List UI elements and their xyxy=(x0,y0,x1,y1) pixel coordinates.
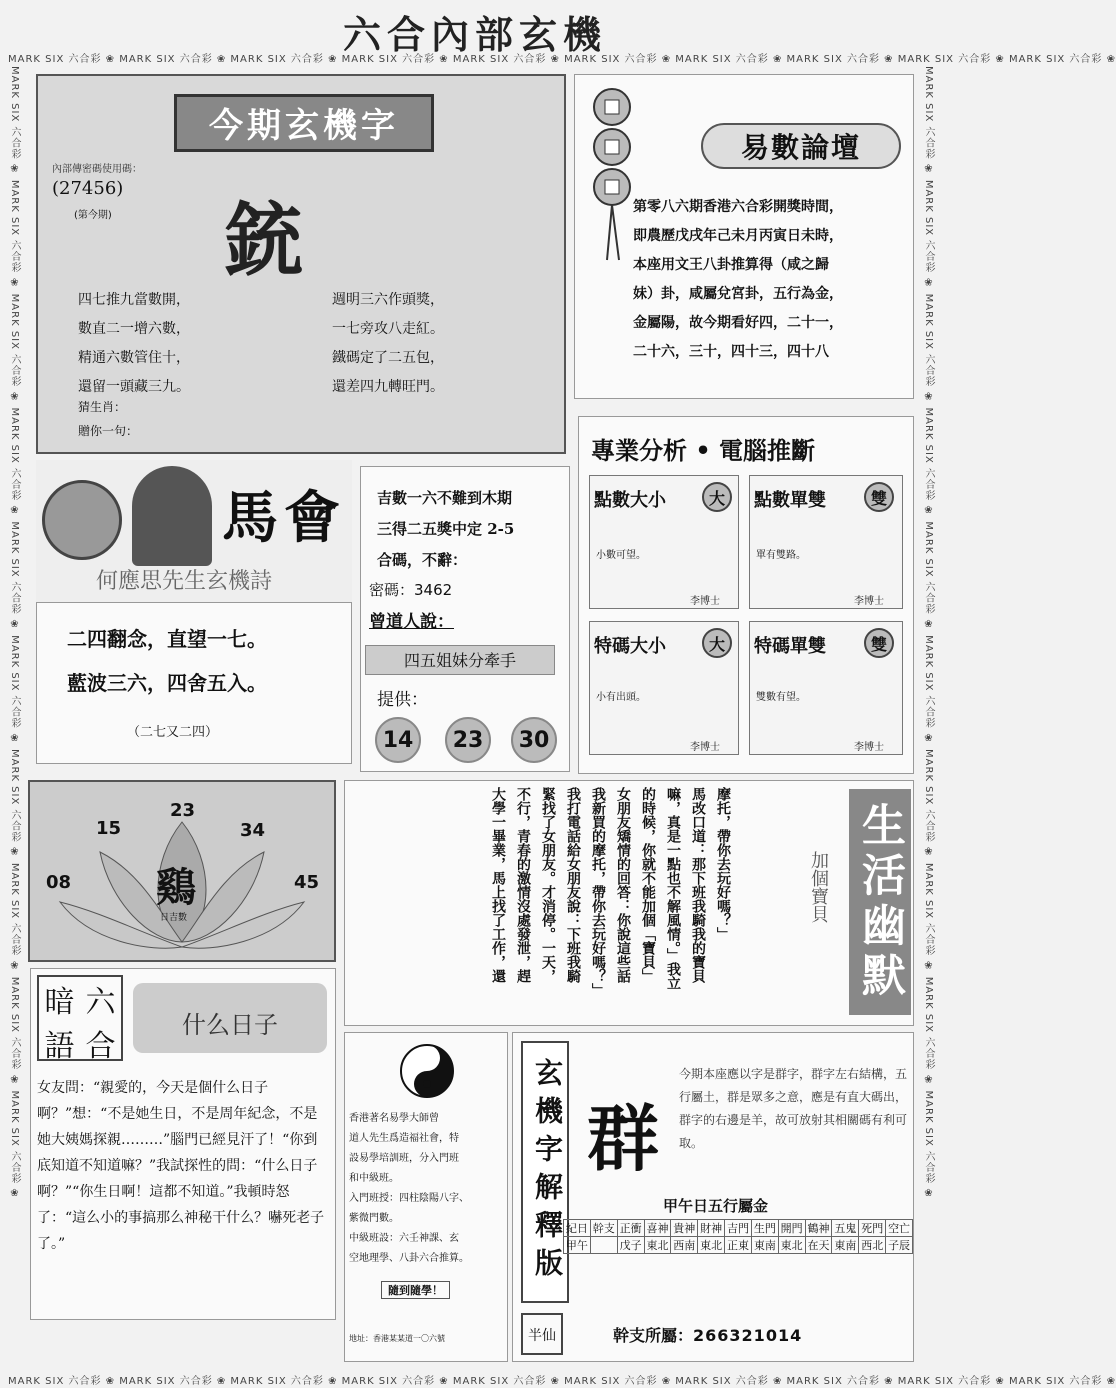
table-cell: 吉門 xyxy=(725,1220,752,1237)
lotus-number: 08 xyxy=(46,872,72,893)
page-title: 六合內部玄機 xyxy=(342,12,607,57)
table-cell: 空亡 xyxy=(886,1220,913,1237)
mahui-line2: 藍波三六，四舍五入。 xyxy=(67,671,267,695)
box-badge: 雙 xyxy=(864,628,894,658)
box-badge: 大 xyxy=(702,628,732,658)
box-text: 小有出頭。 xyxy=(596,692,646,703)
mima xyxy=(369,579,452,600)
jishu-lines xyxy=(377,483,514,576)
yishu-line: 第零八六期香港六合彩開獎時間， xyxy=(633,199,843,215)
table-cell: 甲午 xyxy=(564,1237,591,1254)
humor-col: 不行，青春的激情沒處發泄，趕 xyxy=(515,787,531,983)
poem-line: 數直二一增六數， xyxy=(78,321,190,337)
table-cell: 正東 xyxy=(725,1237,752,1254)
mahui-line1: 二四翻念，直望一七。 xyxy=(67,627,267,651)
badge-char: 暗 xyxy=(44,985,75,1020)
box-badge: 大 xyxy=(702,482,732,512)
poem-line: 還留一頭藏三九。 xyxy=(78,379,190,395)
master-cta: 隨到隨學！ xyxy=(381,1281,450,1299)
anyu-panel xyxy=(30,968,336,1320)
mahui-header-area xyxy=(36,460,352,602)
humor-side-note: 加個寶貝 xyxy=(808,851,829,923)
mahui-note: （二七又二四） xyxy=(127,725,219,740)
phrase-box: 四五姐妹分牽手 xyxy=(365,645,555,675)
jiedu-footer xyxy=(613,1323,802,1346)
table-cell: 東北 xyxy=(644,1237,671,1254)
yishu-line: 本座用文王八卦推算得（咸之歸 xyxy=(633,257,829,273)
poem-left xyxy=(78,286,190,402)
bottom-border-strip: MARK SIX 六合彩 ❀ MARK SIX 六合彩 ❀ MARK SIX 六合彩 ❀ MARK SIX 六合彩 ❀ MARK SIX 六合彩 ❀ MARK SIX 六合彩 ❀ MARK SIX 六合彩 ❀ MARK SIX 六合彩 ❀ MARK SIX 六合彩 ❀ MARK SIX 六合彩 ❀ xyxy=(8,1376,1116,1387)
yishu-line: 二十六，三十，四十三，四十八 xyxy=(633,344,829,360)
lotus-number: 45 xyxy=(294,872,320,893)
jiedu-text: 今期本座應以字是群字，群字左右結構，五行屬土，群是眾多之意，應是有直大碼出，群字的右邊是羊，故可放射其相關碼有利可取。 xyxy=(679,1067,908,1150)
table-cell: 開門 xyxy=(778,1220,805,1237)
poem-line: 週明三六作頭獎， xyxy=(332,292,444,308)
jishu-line: 吉數一六不難到木期 xyxy=(377,489,513,507)
yishu-text xyxy=(633,193,903,367)
jiedu-vertical-title: 玄機字解釋版 xyxy=(521,1041,569,1303)
table-cell: 貴神 xyxy=(671,1220,698,1237)
box-title: 點數大小 xyxy=(594,490,666,511)
table-cell: 在天 xyxy=(805,1237,832,1254)
badge-char: 合 xyxy=(85,1029,116,1064)
yishu-panel xyxy=(574,74,914,399)
box-title: 點數單雙 xyxy=(754,490,826,511)
master-line: 和中級班。 xyxy=(349,1173,399,1184)
master-line: 空地理學、八卦六合推算。 xyxy=(349,1253,469,1264)
analysis-header: 專業分析 • 電腦推斷 xyxy=(591,436,816,465)
box-text: 雙數有望。 xyxy=(756,692,806,703)
number-circle: 23 xyxy=(445,717,491,763)
poem-line: 精通六數管住十， xyxy=(78,350,190,366)
master-line: 設易學培訓班，分入門班 xyxy=(349,1153,459,1164)
table-cell: 西北 xyxy=(859,1237,886,1254)
jiedu-table-title: 甲午日五行屬金 xyxy=(663,1197,769,1215)
yishu-header: 易數論壇 xyxy=(701,123,901,169)
lotus-number: 23 xyxy=(170,800,196,821)
coins-icon xyxy=(587,85,637,265)
humor-col: 大學一畢業，馬上找了工作，還 xyxy=(490,787,506,983)
jishu-line: 合碼，不辭： xyxy=(377,551,468,569)
table-cell: 東南 xyxy=(751,1237,778,1254)
humor-col: 嘛，真是一點也不解風情。」我立 xyxy=(665,787,681,990)
yishu-line: 即農歷戊戌年己未月丙寅日未時， xyxy=(633,228,843,244)
table-row xyxy=(564,1237,913,1254)
jiedu-character: 群 xyxy=(587,1096,660,1181)
table-cell: 東北 xyxy=(698,1237,725,1254)
humor-col: 我打電話給女朋友說：下班我騎 xyxy=(565,787,581,983)
box-text: 小數可望。 xyxy=(596,550,646,561)
box-author: 李博士 xyxy=(854,596,884,607)
analysis-panel xyxy=(578,416,914,774)
yin-yang-icon xyxy=(399,1043,455,1099)
lotus-panel xyxy=(28,780,336,962)
badge-char: 六 xyxy=(85,985,116,1020)
master-ad-panel xyxy=(344,1032,508,1362)
master-address: 地址：香港某某道一〇六號 xyxy=(349,1334,445,1343)
table-cell: 正衝 xyxy=(617,1220,644,1237)
master-line: 紫微門數。 xyxy=(349,1213,399,1224)
analysis-box xyxy=(749,621,903,755)
table-cell: 子辰 xyxy=(886,1237,913,1254)
master-text xyxy=(349,1109,505,1269)
provide-label: 提供： xyxy=(377,690,428,710)
poem-line: 還差四九轉旺門。 xyxy=(332,379,444,395)
portrait-image xyxy=(132,466,212,566)
humor-col: 女朋友矯情的回答：你說這些話 xyxy=(615,787,631,983)
anyu-text: 女友問：“親愛的，今天是個什么日子啊？”想：“不是她生日，不是周年紀念，不是她大姨媽探親………”腦門已經見汗了！“你到底知道不知道嘛？”我試探性的問：“什么日子啊？”“你生日啊！這都不知道。”我頓時怒了：“這么小的事搞那么神秘干什么？嚇死老子了。” xyxy=(37,1080,325,1252)
mahui-title: 馬會 xyxy=(222,485,346,551)
table-cell: 東北 xyxy=(778,1237,805,1254)
code-label: 內部傳密碼使用碼： xyxy=(52,164,142,175)
badge-char: 語 xyxy=(44,1029,75,1064)
table-cell: 財神 xyxy=(698,1220,725,1237)
table-cell: 鶴神 xyxy=(805,1220,832,1237)
box-badge: 雙 xyxy=(864,482,894,512)
mystery-character: 銃 xyxy=(224,193,304,287)
poem-line: 鐵碼定了二五包， xyxy=(332,350,444,366)
humor-title: 生活幽默 xyxy=(849,789,911,1015)
poem-right xyxy=(332,286,444,402)
humor-col: 的時候，你就不能加個「寶貝」 xyxy=(640,787,656,983)
box-title: 特碼大小 xyxy=(594,636,666,657)
box-text: 單有雙路。 xyxy=(756,550,806,561)
lotus-number: 15 xyxy=(96,818,122,839)
humor-text xyxy=(485,787,735,1023)
shengxiao-label: 猜生肖： xyxy=(78,400,127,414)
analysis-box xyxy=(589,621,739,755)
table-cell: 生門 xyxy=(751,1220,778,1237)
xuanji-zi-panel xyxy=(36,74,566,454)
table-cell: 紀日 xyxy=(564,1220,591,1237)
master-line: 香港著名易學大師曾 xyxy=(349,1113,439,1124)
master-line: 中級班設：六壬神課、玄 xyxy=(349,1233,459,1244)
right-border-strip: MARK SIX 六合彩 ❀ MARK SIX 六合彩 ❀ MARK SIX 六合彩 ❀ MARK SIX 六合彩 ❀ MARK SIX 六合彩 ❀ MARK SIX 六合彩 ❀ MARK SIX 六合彩 ❀ MARK SIX 六合彩 ❀ MARK SIX 六合彩 ❀ MARK SIX 六合彩 ❀ xyxy=(923,66,934,1201)
analysis-box xyxy=(589,475,739,609)
mima-value: 3462 xyxy=(414,581,453,599)
table-header-row xyxy=(564,1220,913,1237)
jiedu-stamp: 半仙 xyxy=(521,1313,563,1355)
box-author: 李博士 xyxy=(690,596,720,607)
humor-col: 馬改口道：那下班我騎我的寶貝 xyxy=(690,787,706,983)
daoren-label: 曾道人說： xyxy=(369,612,454,632)
jishu-panel xyxy=(360,466,570,772)
table-cell: 死門 xyxy=(859,1220,886,1237)
analysis-box xyxy=(749,475,903,609)
table-cell: 幹支 xyxy=(590,1220,617,1237)
code-note: (第今期) xyxy=(74,210,112,221)
number-circle: 30 xyxy=(511,717,557,763)
table-cell: 東南 xyxy=(832,1237,859,1254)
mima-label: 密碼： xyxy=(369,581,415,599)
left-border-strip: MARK SIX 六合彩 ❀ MARK SIX 六合彩 ❀ MARK SIX 六合彩 ❀ MARK SIX 六合彩 ❀ MARK SIX 六合彩 ❀ MARK SIX 六合彩 ❀ MARK SIX 六合彩 ❀ MARK SIX 六合彩 ❀ MARK SIX 六合彩 ❀ MARK SIX 六合彩 ❀ xyxy=(9,66,20,1201)
anyu-badge xyxy=(37,975,123,1064)
yishu-line: 金屬陽，故今期看好四，二十一， xyxy=(633,315,843,331)
mahui-poem-panel xyxy=(36,602,352,764)
lotus-center: 鷄 xyxy=(156,864,196,911)
table-cell xyxy=(590,1237,617,1254)
humor-col: 緊找了女朋友。才消停。一天， xyxy=(540,787,556,983)
master-line: 入門班授：四柱陰陽八字、 xyxy=(349,1193,469,1204)
jishu-line: 三得二五獎中定 2-5 xyxy=(377,520,515,538)
xuanji-zi-header: 今期玄機字 xyxy=(174,94,434,152)
table-cell: 西南 xyxy=(671,1237,698,1254)
top-border-strip: MARK SIX 六合彩 ❀ MARK SIX 六合彩 ❀ MARK SIX 六合彩 ❀ MARK SIX 六合彩 ❀ MARK SIX 六合彩 ❀ MARK SIX 六合彩 ❀ MARK SIX 六合彩 ❀ MARK SIX 六合彩 ❀ MARK SIX 六合彩 ❀ MARK SIX 六合彩 ❀ xyxy=(8,54,1116,65)
lotus-center-sub: 日吉數 xyxy=(160,913,188,923)
footer-value: 266321014 xyxy=(693,1326,803,1345)
poem-line: 四七推九當數開， xyxy=(78,292,190,308)
table-cell: 喜神 xyxy=(644,1220,671,1237)
humor-panel xyxy=(344,780,914,1026)
logo-icon xyxy=(42,480,122,560)
anyu-title: 什么日子 xyxy=(133,983,327,1053)
yishu-line: 妹）卦，咸屬兌宮卦，五行為金， xyxy=(633,286,843,302)
mahui-subtitle: 何應思先生玄機詩 xyxy=(96,569,273,594)
footer-label: 幹支所屬： xyxy=(613,1326,694,1345)
number-circle: 14 xyxy=(375,717,421,763)
poem-line: 一七旁攻八走紅。 xyxy=(332,321,444,337)
table-cell: 五鬼 xyxy=(832,1220,859,1237)
box-author: 李博士 xyxy=(854,742,884,753)
humor-col: 摩托，帶你去玩好嗎？」 xyxy=(715,787,731,941)
wuxing-table xyxy=(563,1219,913,1254)
table-cell: 戊子 xyxy=(617,1237,644,1254)
box-title: 特碼單雙 xyxy=(754,636,826,657)
lotus-number: 34 xyxy=(240,820,266,841)
box-author: 李博士 xyxy=(690,742,720,753)
master-line: 道人先生爲造福社會，特 xyxy=(349,1133,459,1144)
jiedu-panel xyxy=(512,1032,914,1362)
code-value: (27456) xyxy=(52,178,124,199)
humor-col: 我新買的摩托，帶你去玩好嗎？」 xyxy=(590,787,606,997)
gift-label: 贈你一句： xyxy=(78,424,139,438)
